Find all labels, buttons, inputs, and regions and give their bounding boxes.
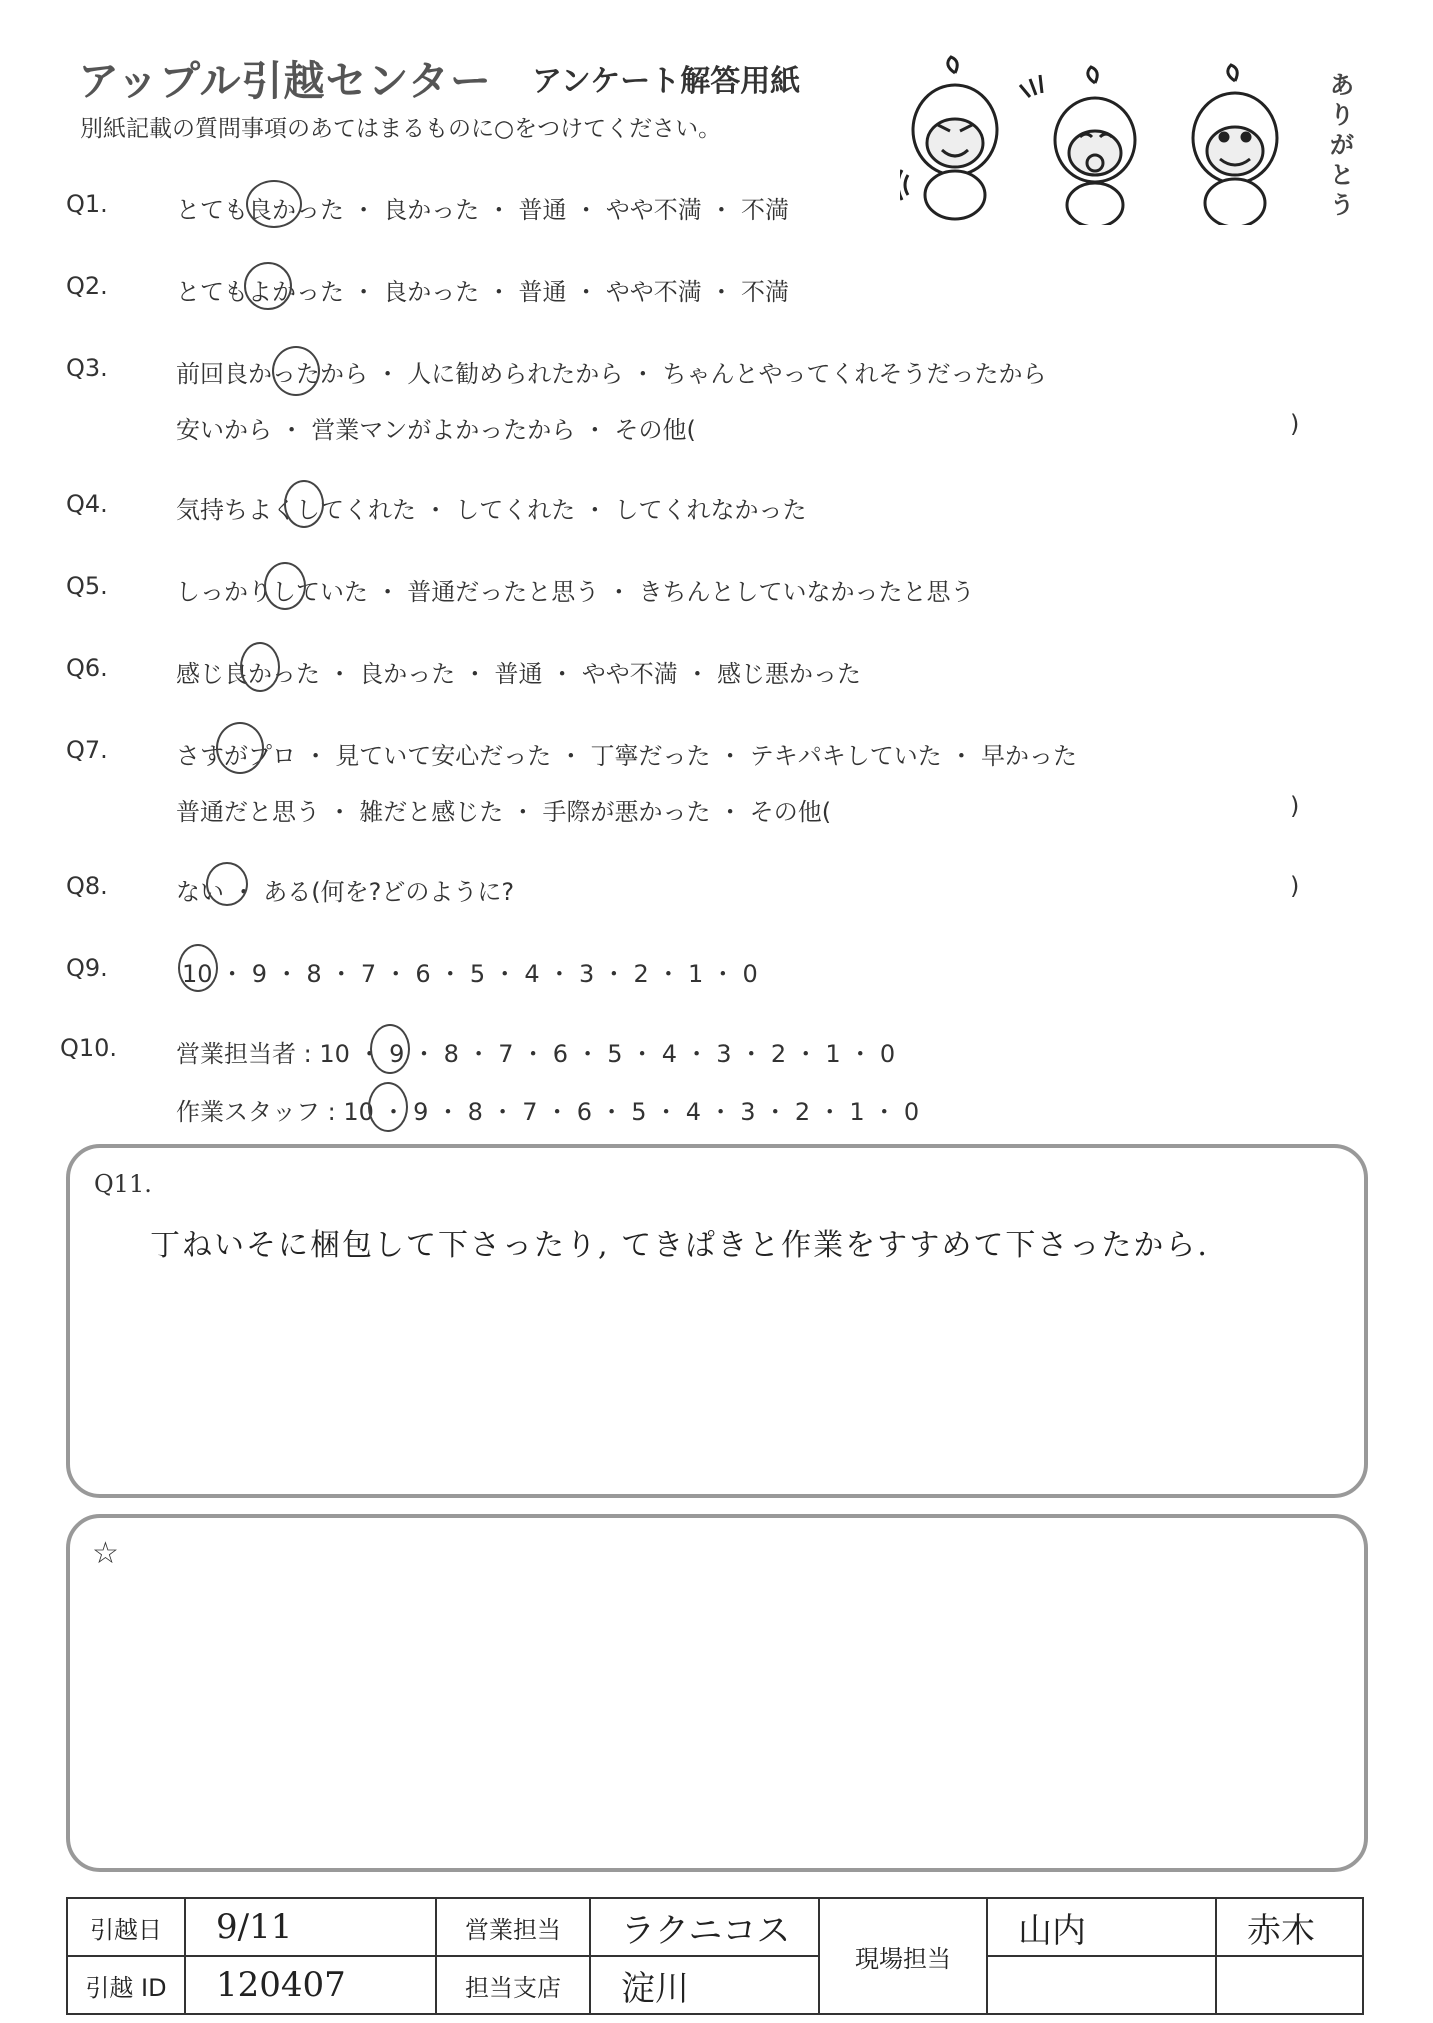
instructions: 別紙記載の質問事項のあてはまるものに○をつけてください。 bbox=[80, 116, 722, 142]
selection-circle-q9 bbox=[178, 944, 218, 992]
question-options-q7-line2: 普通だと思う ・ 雑だと感じた ・ 手際が悪かった ・ その他( bbox=[176, 798, 832, 826]
mascot-caption: ありがとう bbox=[1330, 71, 1354, 219]
question-options-q3-line2: 安いから ・ 営業マンがよかったから ・ その他( bbox=[176, 416, 696, 444]
selection-circle-q5 bbox=[264, 562, 306, 610]
question-options-q6: 感じ良かった ・ 良かった ・ 普通 ・ やや不満 ・ 感じ悪かった bbox=[176, 660, 862, 688]
site-staff-label: 現場担当 bbox=[819, 1898, 987, 2014]
selection-circle-q8 bbox=[206, 862, 248, 906]
selection-circle-q10-sales bbox=[370, 1024, 410, 1074]
selection-circle-q7 bbox=[216, 722, 264, 774]
sales-rep-value: ラクニコス bbox=[590, 1898, 819, 1956]
question-label-q9: Q9. bbox=[66, 954, 108, 982]
branch-label: 担当支店 bbox=[436, 1956, 590, 2014]
selection-circle-q10-staff bbox=[368, 1082, 408, 1132]
question-label-q10: Q10. bbox=[60, 1034, 118, 1062]
selection-circle-q1 bbox=[246, 180, 302, 228]
monkey-mascot-2 bbox=[1020, 67, 1135, 225]
q8-close-paren: ) bbox=[1290, 872, 1300, 900]
question-label-q3: Q3. bbox=[66, 354, 108, 382]
question-label-q6: Q6. bbox=[66, 654, 108, 682]
move-date-label: 引越日 bbox=[67, 1898, 185, 1956]
question-label-q5: Q5. bbox=[66, 572, 108, 600]
question-label-q1: Q1. bbox=[66, 190, 108, 218]
question-options-q2: とてもよかった ・ 良かった ・ 普通 ・ やや不満 ・ 不満 bbox=[176, 278, 790, 306]
form-subtitle: アンケート解答用紙 bbox=[532, 64, 801, 99]
q3-close-paren: ) bbox=[1290, 410, 1300, 438]
q7-close-paren: ) bbox=[1290, 792, 1300, 820]
question-options-q1: とても良かった ・ 良かった ・ 普通 ・ やや不満 ・ 不満 bbox=[176, 196, 790, 224]
question-label-q8: Q8. bbox=[66, 872, 108, 900]
selection-circle-q3 bbox=[272, 346, 320, 396]
brand-title: アップル引越センター bbox=[78, 57, 492, 105]
selection-circle-q4 bbox=[284, 480, 324, 528]
branch-value: 淀川 bbox=[590, 1956, 819, 2014]
question-options-q9: 10 ・ 9 ・ 8 ・ 7 ・ 6 ・ 5 ・ 4 ・ 3 ・ 2 ・ 1 ・ 0 bbox=[182, 960, 758, 988]
question-options-q3-line1: 前回良かったから ・ 人に勧められたから ・ ちゃんとやってくれそうだったから bbox=[176, 360, 1047, 388]
move-id-value: 120407 bbox=[185, 1956, 436, 2014]
question-options-q8: ない ・ ある(何を?どのように? bbox=[176, 878, 515, 906]
selection-circle-q2 bbox=[244, 262, 292, 310]
monkey-mascot-1 bbox=[900, 57, 997, 219]
q11-label: Q11. bbox=[94, 1170, 152, 1198]
sales-rep-label: 営業担当 bbox=[436, 1898, 590, 1956]
move-id-label: 引越 ID bbox=[67, 1956, 185, 2014]
question-label-q7: Q7. bbox=[66, 736, 108, 764]
star-icon: ☆ bbox=[92, 1536, 119, 1571]
move-info-table bbox=[66, 1897, 1364, 2015]
monkey-mascots-illustration bbox=[900, 55, 1360, 225]
move-date-value: 9/11 bbox=[185, 1898, 436, 1956]
selection-circle-q6 bbox=[240, 642, 280, 692]
site-staff-empty-2 bbox=[1216, 1956, 1363, 2014]
question-options-q4: 気持ちよくしてくれた ・ してくれた ・ してくれなかった bbox=[176, 496, 807, 524]
site-staff-empty-1 bbox=[987, 1956, 1216, 2014]
site-staff-1: 山内 bbox=[987, 1898, 1216, 1956]
question-options-q7-line1: さすがプロ ・ 見ていて安心だった ・ 丁寧だった ・ テキパキしていた ・ 早かった bbox=[176, 742, 1078, 770]
question-options-q10-sales: 営業担当者 : 10 ・ 9 ・ 8 ・ 7 ・ 6 ・ 5 ・ 4 ・ 3 ・ 2 ・ 1 ・ 0 bbox=[176, 1040, 896, 1068]
question-label-q4: Q4. bbox=[66, 490, 108, 518]
free-comment-box bbox=[66, 1514, 1368, 1872]
monkey-mascot-3 bbox=[1193, 65, 1277, 225]
q11-handwritten-answer: 丁ねいそに梱包して下さったり, てきぱきと作業をすすめて下さったから. bbox=[150, 1228, 1209, 1263]
q11-comment-box bbox=[66, 1144, 1368, 1498]
site-staff-2: 赤木 bbox=[1216, 1898, 1363, 1956]
question-label-q2: Q2. bbox=[66, 272, 108, 300]
question-options-q10-staff: 作業スタッフ : 10 ・ 9 ・ 8 ・ 7 ・ 6 ・ 5 ・ 4 ・ 3 ・ 2 ・ 1 ・ 0 bbox=[176, 1098, 920, 1126]
question-options-q5: しっかりしていた ・ 普通だったと思う ・ きちんとしていなかったと思う bbox=[176, 578, 975, 606]
